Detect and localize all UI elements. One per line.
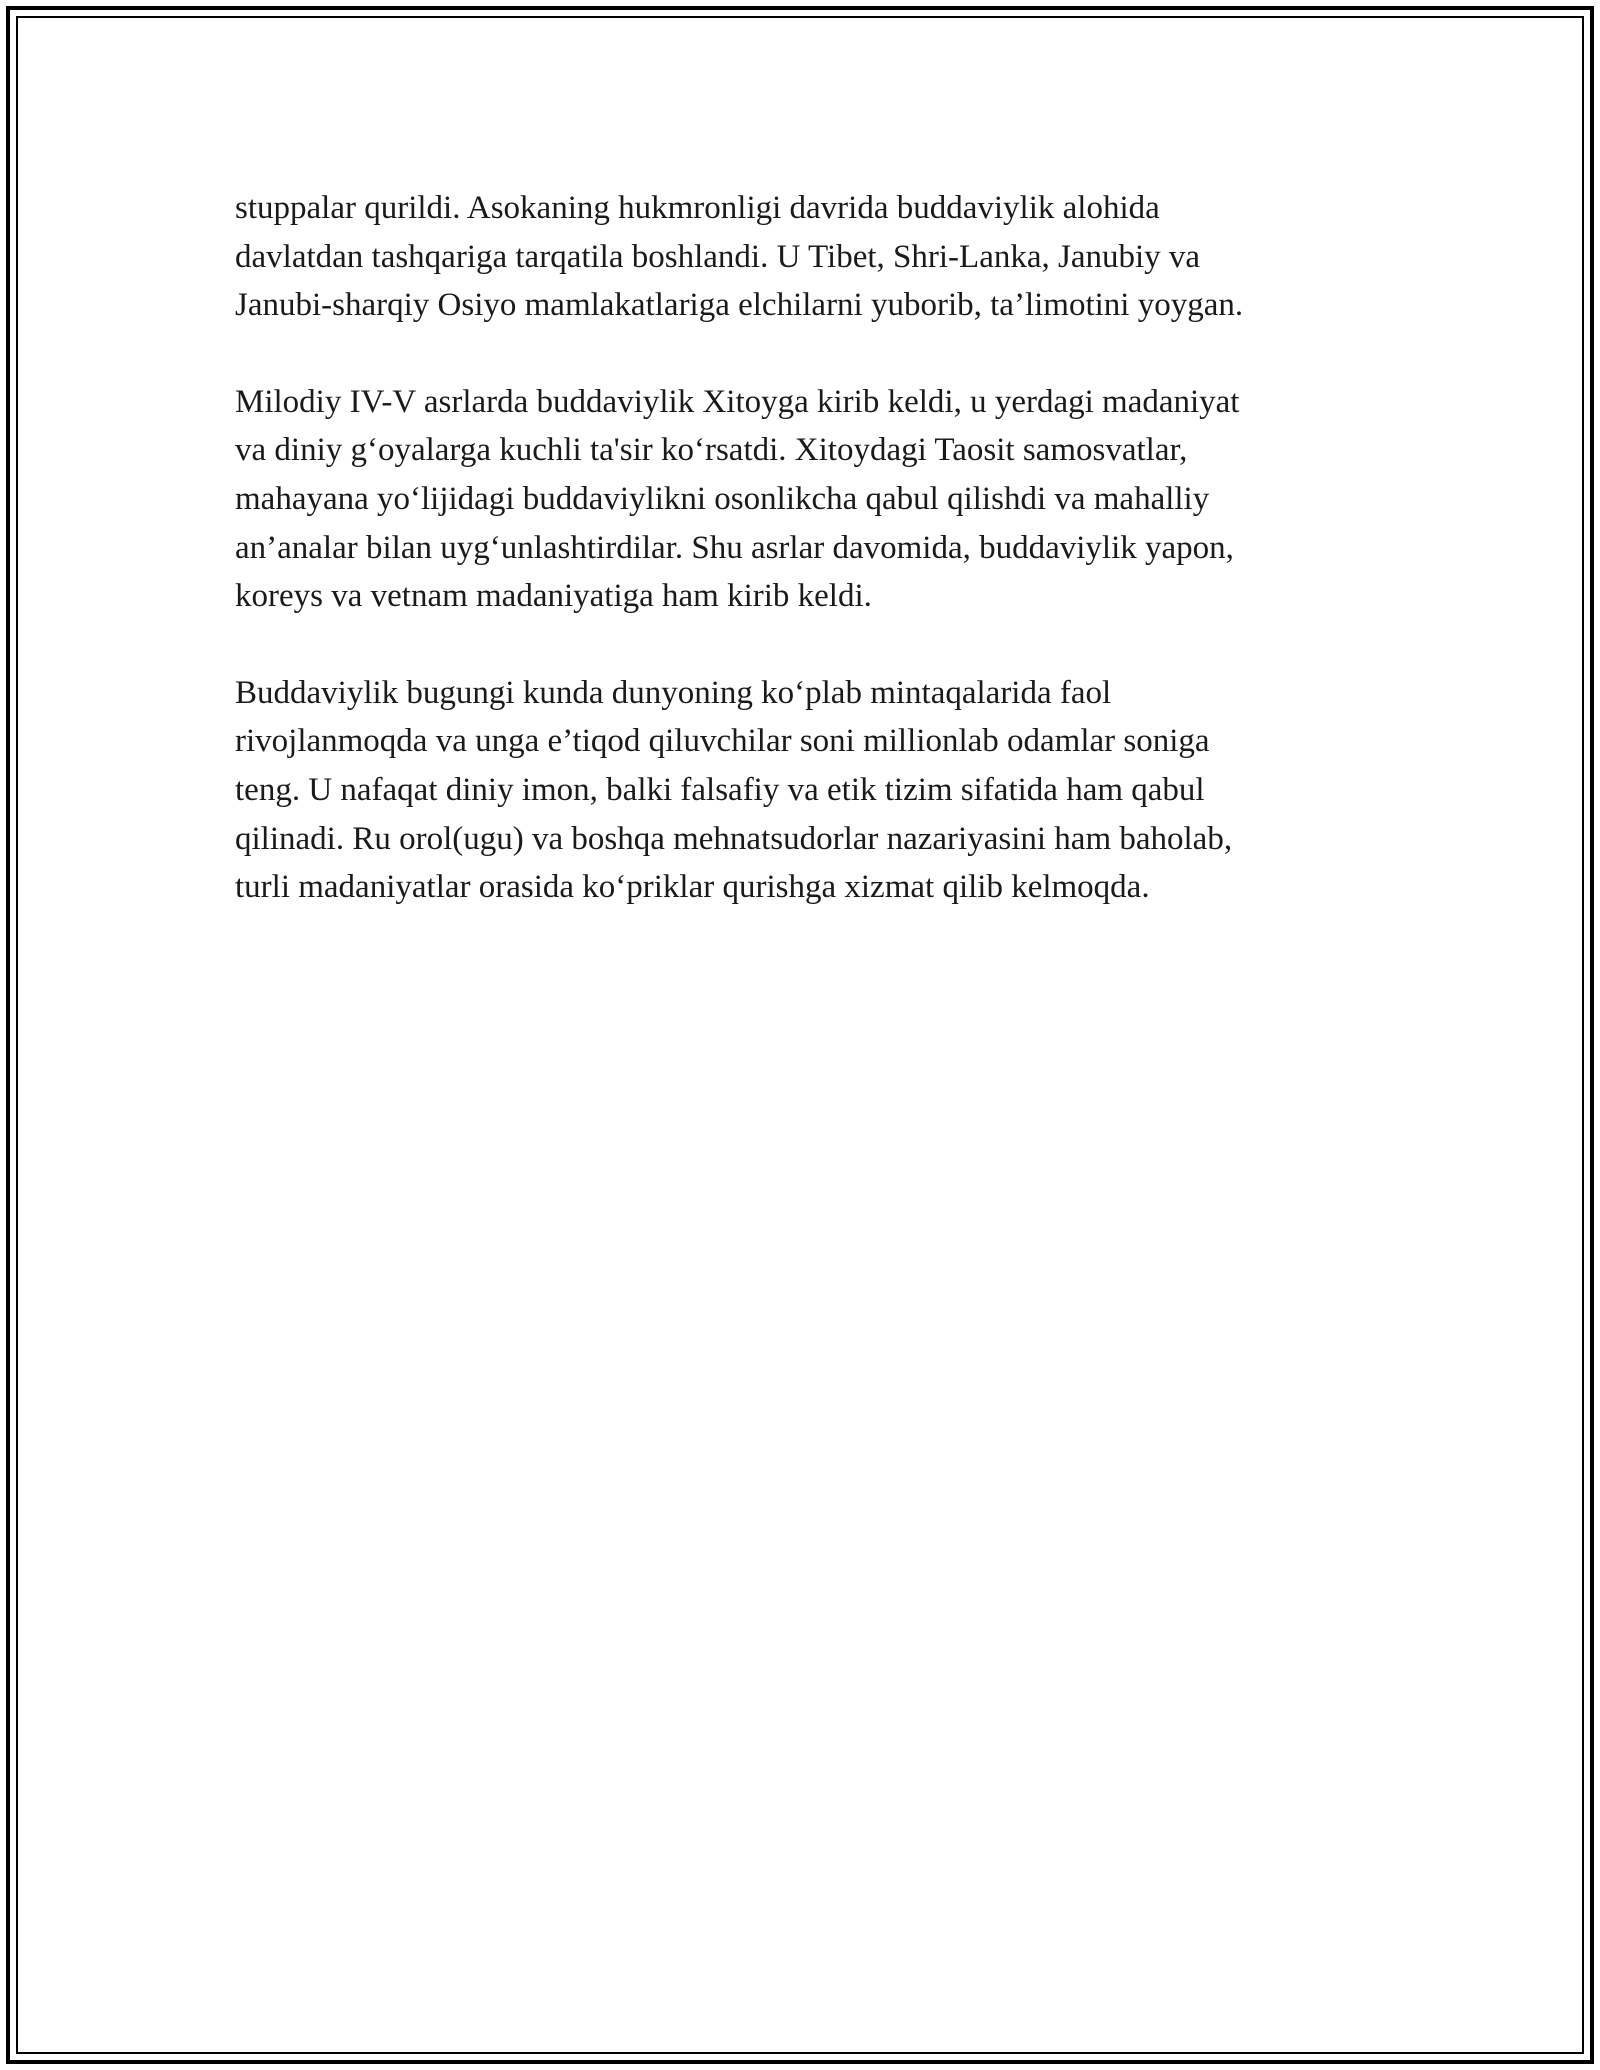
paragraph-china-arrival: Milodiy IV-V asrlarda buddaviylik Xitoyga kirib keldi, u yerdagi madaniyat va diniy g‘oyalarga kuchli ta'sir ko‘rsatdi. Xitoydagi Taosit samosvatlar, mahayana yo‘lijidagi buddaviylikni osonlikcha qabul qilishdi va mahalliy an’analar bilan uyg‘unlashtirdilar. Shu asrlar davomida, buddaviylik yapon, koreys va vetnam madaniyatiga ham kirib keldi. bbox=[235, 383, 1240, 615]
document-body bbox=[235, 184, 1365, 960]
paragraph-modern-buddhism: Buddaviylik bugungi kunda dunyoning ko‘plab mintaqalarida faol rivojlanmoqda va unga e’tiqod qiluvchilar soni millionlab odamlar soniga teng. U nafaqat diniy imon, balki falsafiy va etik tizim sifatida ham qabul qilinadi. Ru orol(ugu) va boshqa mehnatsudorlar nazariyasini ham baholab, turli madaniyatlar orasida ko‘priklar qurishga xizmat qilib kelmoqda. bbox=[235, 674, 1233, 906]
paragraph-asoka-spread: stuppalar qurildi. Asokaning hukmronligi davrida buddaviylik alohida davlatdan tashqariga tarqatila boshlandi. U Tibet, Shri-Lanka, Janubiy va Janubi-sharqiy Osiyo mamlakatlariga elchilarni yuborib, ta’limotini yoygan. bbox=[235, 190, 1244, 324]
